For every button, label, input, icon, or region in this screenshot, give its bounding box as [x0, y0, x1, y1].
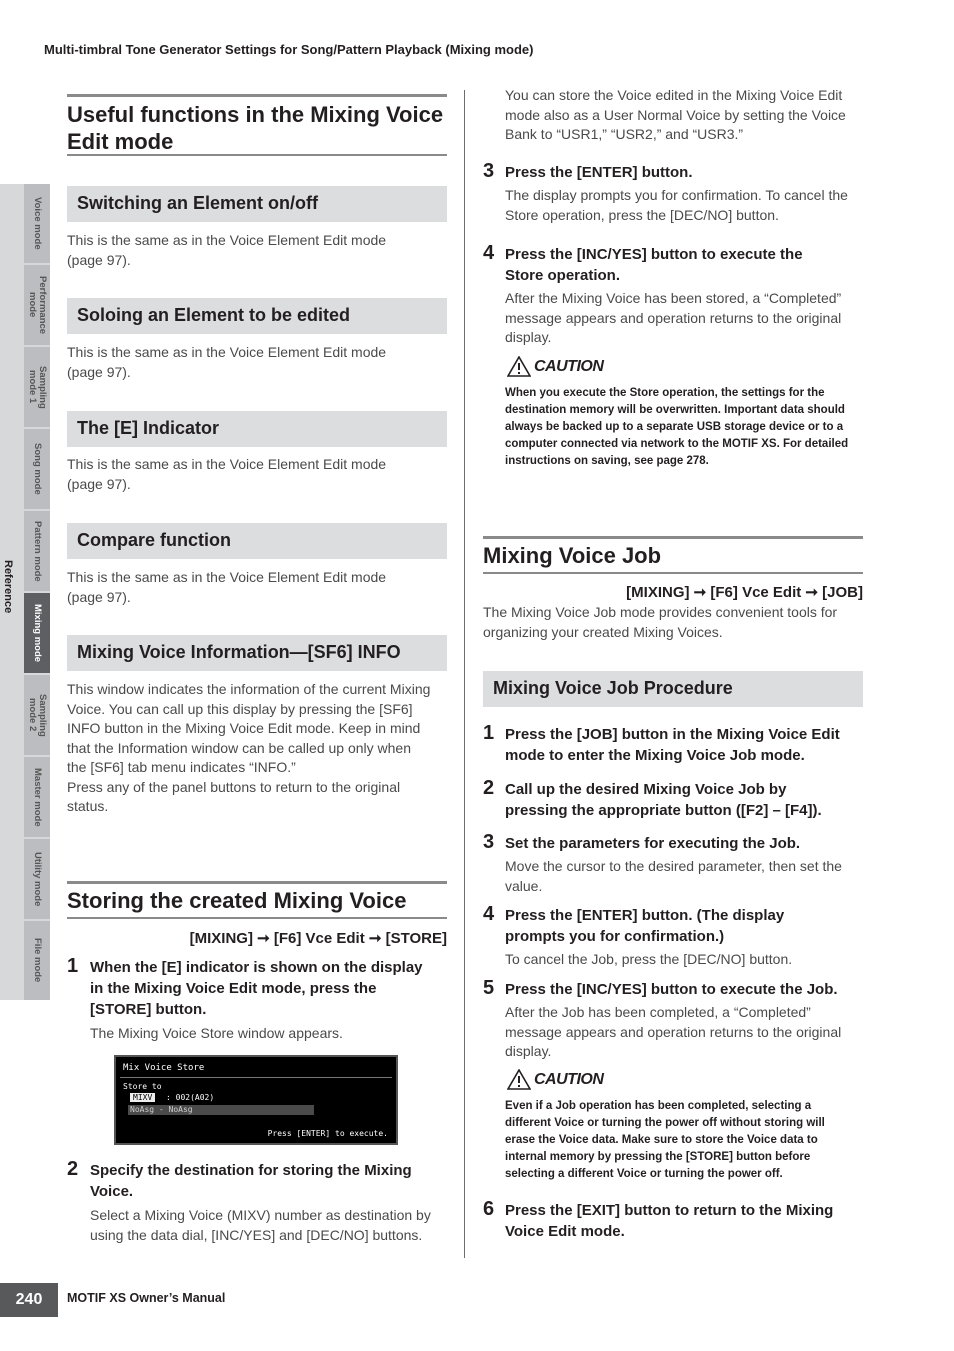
mixing-voice-job-title: Mixing Voice Job — [483, 536, 863, 574]
screen-store-to: Store to — [123, 1082, 162, 1091]
caution-1-label: CAUTION — [534, 357, 604, 375]
job-step-1-text: Press the [JOB] button in the Mixing Voice Edit mode to enter the Mixing Voice Job mode. — [505, 726, 840, 764]
side-tab-pattern-mode[interactable]: Pattern mode — [24, 511, 50, 591]
job-step-6-text: Press the [EXIT] button to return to the Mixing Voice Edit mode. — [505, 1202, 834, 1240]
store-step-1-body: The Mixing Voice Store window appears. — [90, 1025, 343, 1041]
warning-triangle-icon — [507, 1069, 531, 1090]
screen-title-rule — [120, 1077, 392, 1078]
job-step-4-number: 4 — [483, 903, 495, 925]
side-tab-master-mode[interactable]: Master mode — [24, 757, 50, 837]
store-step-4-number: 4 — [483, 242, 495, 264]
section-body-e-indicator: This is the same as in the Voice Element Edit mode (page 97). — [67, 456, 387, 492]
section-body-compare: This is the same as in the Voice Element Edit mode (page 97). — [67, 569, 387, 605]
store-step-2-body: Select a Mixing Voice (MIXV) number as destination by using the data dial, [INC/YES] and [DEC/NO] buttons. — [90, 1207, 431, 1243]
job-step-5-body: After the Job has been completed, a “Completed” message appears and operation returns to the original display. — [505, 1004, 842, 1059]
storing-breadcrumb: [MIXING] ➞ [F6] Vce Edit ➞ [STORE] — [189, 930, 447, 947]
store-step-2-number: 2 — [67, 1158, 79, 1180]
job-step-4-text: Press the [ENTER] button. (The display prompts you for confirmation.) — [505, 907, 785, 945]
section-heading-compare: Compare function — [67, 523, 447, 559]
store-step-1-number: 1 — [67, 955, 79, 977]
useful-functions-title: Useful functions in the Mixing Voice Edit mode — [67, 94, 447, 156]
store-step-1-text: When the [E] indicator is shown on the display in the Mixing Voice Edit mode, press the [STORE] button. — [90, 959, 423, 1018]
store-intro-body: You can store the Voice edited in the Mixing Voice Edit mode also as a User Normal Voice by setting the Voice Bank to “USR1,” “USR2,” and “USR3.” — [505, 87, 846, 142]
store-step-4-body: After the Mixing Voice has been stored, a “Completed” message appears and operation returns to the original display. — [505, 290, 842, 345]
section-body-switching: This is the same as in the Voice Element Edit mode (page 97). — [67, 232, 387, 268]
column-divider — [464, 90, 465, 1258]
caution-1-header — [507, 356, 603, 377]
section-body-info: This window indicates the information of the current Mixing Voice. You can call up this display by pressing the [SF6] INFO button in the Mixing Voice Edit mode. Keep in mind that the Information window can be called up only when the [SF6] tab menu indicates “INFO.” Press any of the panel buttons to return to the original status. — [67, 681, 431, 814]
screen-voice-number: : 002(A02) — [166, 1093, 215, 1102]
side-tab-performance-mode[interactable]: Performance mode — [24, 265, 50, 345]
job-intro-body: The Mixing Voice Job mode provides convenient tools for organizing your created Mixing Voices. — [483, 604, 838, 640]
store-step-4-text: Press the [INC/YES] button to execute the Store operation. — [505, 246, 803, 284]
store-step-3-text: Press the [ENTER] button. — [505, 164, 693, 181]
page-number: 240 — [0, 1283, 58, 1317]
job-step-5-number: 5 — [483, 977, 495, 999]
screen-voice-name: NoAsg - NoAsg — [130, 1105, 193, 1114]
side-tab-song-mode[interactable]: Song mode — [24, 429, 50, 509]
caution-2-label: CAUTION — [534, 1070, 604, 1088]
screen-mixv-label: MIXV — [130, 1093, 155, 1102]
section-heading-switching: Switching an Element on/off — [67, 186, 447, 222]
section-heading-info: Mixing Voice Information—[SF6] INFO — [67, 635, 447, 671]
mix-voice-store-screen — [114, 1055, 398, 1145]
side-tab-utility-mode[interactable]: Utility mode — [24, 839, 50, 919]
section-heading-e-indicator: The [E] Indicator — [67, 411, 447, 447]
job-breadcrumb: [MIXING] ➞ [F6] Vce Edit ➞ [JOB] — [626, 584, 863, 601]
side-tab-file-mode[interactable]: File mode — [24, 921, 50, 1000]
caution-1-text: When you execute the Store operation, the settings for the destination memory will be overwritten. Important data should always be backed up to a separate USB storage device or to a computer connected via network to the MOTIF XS. For detailed instructions on saving, see page 278. — [505, 387, 849, 467]
job-step-6-number: 6 — [483, 1198, 495, 1220]
reference-label: Reference — [2, 560, 14, 614]
section-heading-soloing: Soloing an Element to be edited — [67, 298, 447, 334]
job-step-4-body: To cancel the Job, press the [DEC/NO] button. — [505, 951, 793, 967]
job-procedure-heading: Mixing Voice Job Procedure — [483, 671, 863, 707]
screen-title: Mix Voice Store — [123, 1063, 205, 1073]
job-step-2-text: Call up the desired Mixing Voice Job by pressing the appropriate button ([F2] – [F4]). — [505, 781, 822, 819]
job-step-2-number: 2 — [483, 777, 495, 799]
warning-triangle-icon — [507, 356, 531, 377]
store-step-3-body: The display prompts you for confirmation. To cancel the Store operation, press the [DEC/NO] button. — [505, 187, 848, 223]
side-tab-sampling-mode-1[interactable]: Sampling mode 1 — [24, 347, 50, 427]
manual-title: MOTIF XS Owner’s Manual — [67, 1291, 226, 1305]
store-step-3-number: 3 — [483, 160, 495, 182]
side-tab-sampling-mode-2[interactable]: Sampling mode 2 — [24, 675, 50, 755]
caution-2-header — [507, 1069, 603, 1090]
side-tab-mixing-mode[interactable]: Mixing mode — [24, 593, 50, 673]
caution-2-text: Even if a Job operation has been completed, selecting a different Voice or turning the power off without storing will erase the Voice data. Make sure to store the Voice data to internal memory by pressing the [STORE] button before selecting a different Voice or turning the power off. — [505, 1100, 825, 1180]
job-step-1-number: 1 — [483, 722, 495, 744]
side-tab-voice-mode[interactable]: Voice mode — [24, 184, 50, 263]
job-step-3-text: Set the parameters for executing the Job. — [505, 835, 801, 852]
job-step-3-number: 3 — [483, 831, 495, 853]
section-body-soloing: This is the same as in the Voice Element Edit mode (page 97). — [67, 344, 387, 380]
job-step-5-text: Press the [INC/YES] button to execute the Job. — [505, 981, 838, 998]
job-step-3-body: Move the cursor to the desired parameter, then set the value. — [505, 858, 842, 894]
store-step-2-text: Specify the destination for storing the Mixing Voice. — [90, 1162, 412, 1200]
storing-title: Storing the created Mixing Voice — [67, 881, 447, 919]
screen-prompt: Press [ENTER] to execute. — [267, 1129, 388, 1138]
running-head: Multi-timbral Tone Generator Settings for Song/Pattern Playback (Mixing mode) — [44, 42, 534, 57]
